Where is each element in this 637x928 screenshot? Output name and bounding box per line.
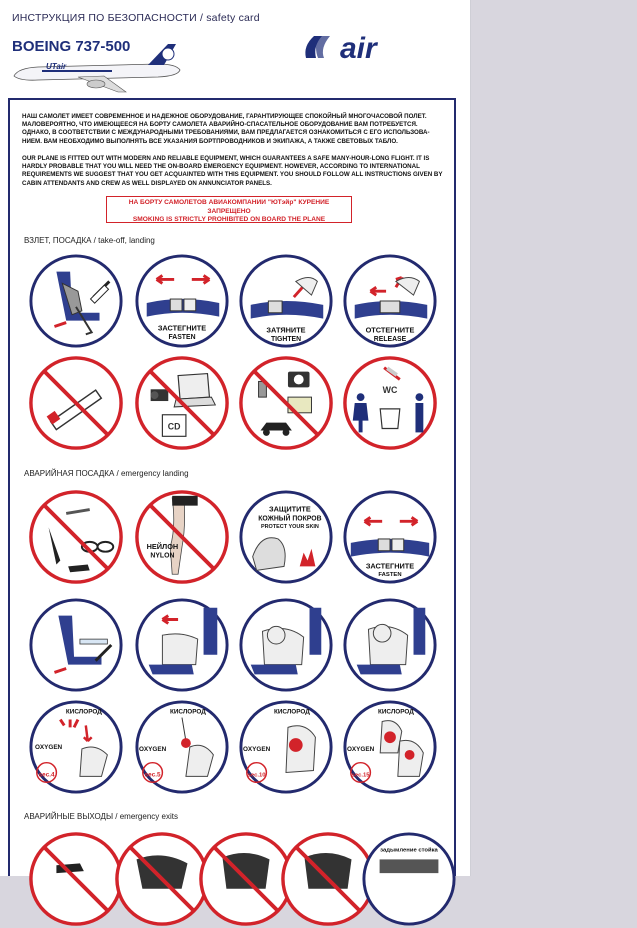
svg-text:sec.15: sec.15 (351, 772, 370, 779)
svg-text:ЗАЩИТИТЕ: ЗАЩИТИТЕ (269, 504, 311, 514)
svg-text:задымление стойка: задымление стойка (380, 847, 438, 854)
card-title: ИНСТРУКЦИЯ ПО БЕЗОПАСНОСТИ / safety card (12, 12, 260, 24)
intro-text-en: OUR PLANE IS FITTED OUT WITH MODERN AND RELIABLE EQUIPMENT, WHICH GUARANTEES A SAFE MANY-HOUR-LONG FLIGHT. IT IS HARDLY PROBABLE THAT YOU WILL NEED THE ON-BOARD EMERGENCY EQUIPMENT. HOWEVER, ACCORDING TO INTERNATIONAL REQUIREMENTS WE SUGGEST THAT YOU GET ACQUAINTED WITH THIS EQUIPMENT. YOU SHOULD FOLLOW ALL INSTRUCTIONS GIVEN BY CABIN ATTENDANTS AND CREW AS WELL DISPLAYED ON ANNUNCIATOR PANELS. (22, 155, 443, 187)
brace-position-1-pictogram (133, 596, 231, 694)
svg-text:NYLON: NYLON (150, 552, 175, 560)
no-electronics-pictogram (133, 354, 231, 452)
svg-text:НЕЙЛОН: НЕЙЛОН (146, 541, 179, 551)
svg-text:OXYGEN: OXYGEN (346, 745, 375, 753)
warning-en: SMOKING IS STRICTLY PROHIBITED ON BOARD THE PLANE (132, 216, 326, 224)
svg-text:OXYGEN: OXYGEN (138, 745, 167, 753)
no-high-heels-exit-pictogram (27, 830, 125, 928)
brace-position-3-pictogram (341, 596, 439, 694)
section-takeoff-label: ВЗЛЕТ, ПОСАДКА / take-off, landing (24, 236, 155, 245)
section-exits-label: АВАРИЙНЫЕ ВЫХОДЫ / emergency exits (24, 812, 178, 821)
svg-text:TIGHTEN: TIGHTEN (270, 336, 302, 344)
seat-position-pictogram (27, 252, 125, 350)
svg-text:sec.4: sec.4 (38, 771, 55, 779)
svg-text:OXYGEN: OXYGEN (34, 743, 63, 751)
seat-upright-pictogram (27, 596, 125, 694)
exit-smoke-pictogram (360, 830, 458, 928)
svg-text:ЗАТЯНИТЕ: ЗАТЯНИТЕ (266, 325, 306, 335)
oxygen-step-1-pictogram (27, 698, 125, 796)
logo-text: air (340, 32, 377, 65)
svg-text:CD: CD (167, 421, 181, 432)
no-smoking-pictogram (27, 354, 125, 452)
no-smoking-warning (106, 196, 352, 223)
no-smoking-in-lavatory-pictogram (341, 354, 439, 452)
protect-skin-pictogram (237, 488, 335, 586)
svg-text:PROTECT YOUR SKIN: PROTECT YOUR SKIN (260, 524, 319, 531)
livery-text: UTair (46, 62, 67, 71)
svg-text:КИСЛОРОД: КИСЛОРОД (65, 708, 102, 716)
no-nylon-pictogram (133, 488, 231, 586)
svg-text:КИСЛОРОД: КИСЛОРОД (273, 708, 310, 716)
fasten-belt-pictogram (133, 252, 231, 350)
remove-sharp-objects-pictogram (27, 488, 125, 586)
svg-text:RELEASE: RELEASE (373, 336, 407, 344)
oxygen-step-3-pictogram (237, 698, 335, 796)
airplane-illustration (8, 40, 188, 96)
svg-text:WC: WC (382, 385, 398, 396)
svg-text:ОТСТЕГНИТЕ: ОТСТЕГНИТЕ (365, 325, 415, 335)
oxygen-step-4-pictogram (341, 698, 439, 796)
warning-ru: НА БОРТУ САМОЛЕТОВ АВИАКОМПАНИИ "ЮТэйр" КУРЕНИЕ ЗАПРЕЩЕНО (128, 199, 330, 215)
oxygen-step-2-pictogram (133, 698, 231, 796)
svg-text:FASTEN: FASTEN (378, 572, 402, 579)
svg-text:КОЖНЫЙ ПОКРОВ: КОЖНЫЙ ПОКРОВ (258, 515, 322, 523)
svg-text:sec.5: sec.5 (144, 771, 161, 779)
svg-text:ЗАСТЕГНИТЕ: ЗАСТЕГНИТЕ (157, 323, 207, 333)
utair-logo (300, 28, 460, 68)
no-mobile-devices-pictogram (237, 354, 335, 452)
svg-text:sec.10: sec.10 (247, 772, 266, 779)
release-belt-pictogram (341, 252, 439, 350)
svg-text:КИСЛОРОД: КИСЛОРОД (169, 708, 206, 716)
svg-text:OXYGEN: OXYGEN (242, 745, 271, 753)
svg-text:FASTEN: FASTEN (168, 334, 196, 342)
aircraft-model: BOEING 737-500 (12, 38, 131, 55)
brace-position-2-pictogram (237, 596, 335, 694)
section-emergency-landing-label: АВАРИЙНАЯ ПОСАДКА / emergency landing (24, 469, 189, 478)
fasten-belt-emergency-pictogram (341, 488, 439, 586)
svg-text:ЗАСТЕГНИТЕ: ЗАСТЕГНИТЕ (365, 561, 415, 571)
tighten-belt-pictogram (237, 252, 335, 350)
svg-text:КИСЛОРОД: КИСЛОРОД (377, 708, 414, 716)
intro-text-ru: НАШ САМОЛЕТ ИМЕЕТ СОВРЕМЕННОЕ И НАДЕЖНОЕ ОБОРУДОВАНИЕ, ГАРАНТИРУЮЩЕЕ СПОКОЙНЫЙ МНОГОЧАСОВОЙ ПОЛЕТ. МАЛОВЕРОЯТНО, ЧТО ИМЕЮЩЕЕСЯ НА БОРТУ САМОЛЕТА АВАРИЙНО-СПАСАТЕЛЬНОЕ ОБОРУДОВАНИЕ ВАМ ПОТРЕБУЕТСЯ. ОДНАКО, В СООТВЕТСТВИИ С МЕЖДУНАРОДНЫМИ ТРЕБОВАНИЯМИ, ВАМ ПРЕДЛАГАЕТСЯ ОЗНАКОМИТЬСЯ С ЕГО ИСПОЛЬЗОВА-НИЕМ. ВАМ НЕОБХОДИМО ВЫПОЛНЯТЬ ВСЕ УКАЗАНИЯ БОРТПРОВОДНИКОВ И ЭКИПАЖА, А ТАКЖЕ СВЕТОВЫХ ТАБЛО. (22, 113, 430, 145)
